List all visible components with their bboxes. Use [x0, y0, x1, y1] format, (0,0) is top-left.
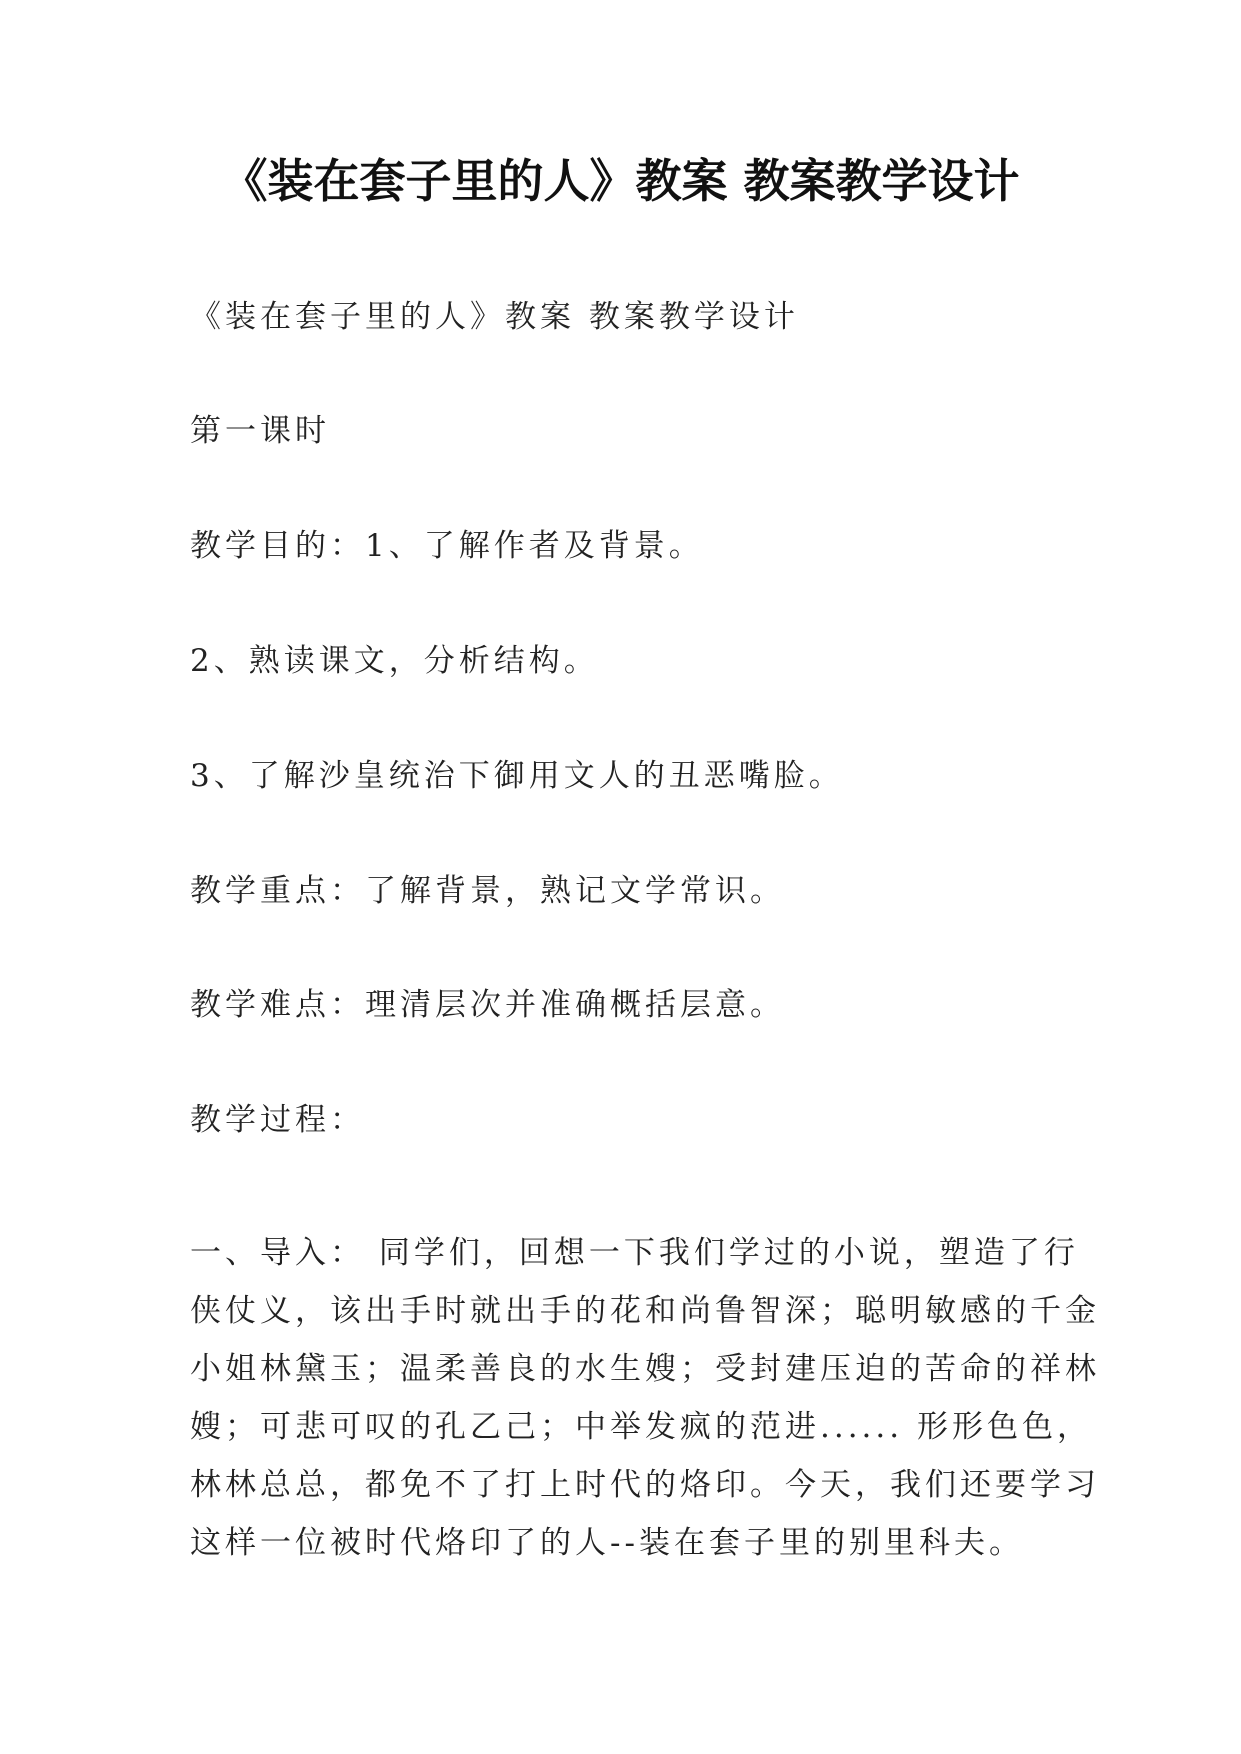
intro-line: 一、导入： 同学们，回想一下我们学过的小说，塑造了行 — [190, 1235, 1079, 1271]
teaching-difficulty: 教学难点：理清层次并准确概括层意。 — [190, 987, 785, 1023]
subtitle-paragraph: 《装在套子里的人》教案 教案教学设计 — [190, 299, 799, 335]
teaching-goal-3: 3、了解沙皇统治下御用文人的丑恶嘴脸。 — [190, 758, 844, 794]
intro-line: 这样一位被时代烙印了的人--装在套子里的别里科夫。 — [190, 1525, 1024, 1561]
lesson-period: 第一课时 — [190, 413, 330, 449]
intro-line: 嫂；可悲可叹的孔乙己；中举发疯的范进...... 形形色色， — [190, 1409, 1092, 1445]
teaching-key-point: 教学重点：了解背景，熟记文学常识。 — [190, 873, 785, 909]
teaching-goal-1: 教学目的：1、了解作者及背景。 — [190, 528, 704, 564]
teaching-goal-2: 2、熟读课文，分析结构。 — [190, 643, 599, 679]
intro-line: 林林总总，都免不了打上时代的烙印。今天，我们还要学习 — [190, 1467, 1100, 1503]
intro-line: 侠仗义，该出手时就出手的花和尚鲁智深；聪明敏感的千金 — [190, 1293, 1100, 1329]
document-title: 《装在套子里的人》教案 教案教学设计 — [221, 154, 1020, 208]
teaching-process-heading: 教学过程： — [190, 1102, 365, 1138]
intro-line: 小姐林黛玉；温柔善良的水生嫂；受封建压迫的苦命的祥林 — [190, 1351, 1100, 1387]
introduction-paragraph — [190, 1224, 1100, 1572]
